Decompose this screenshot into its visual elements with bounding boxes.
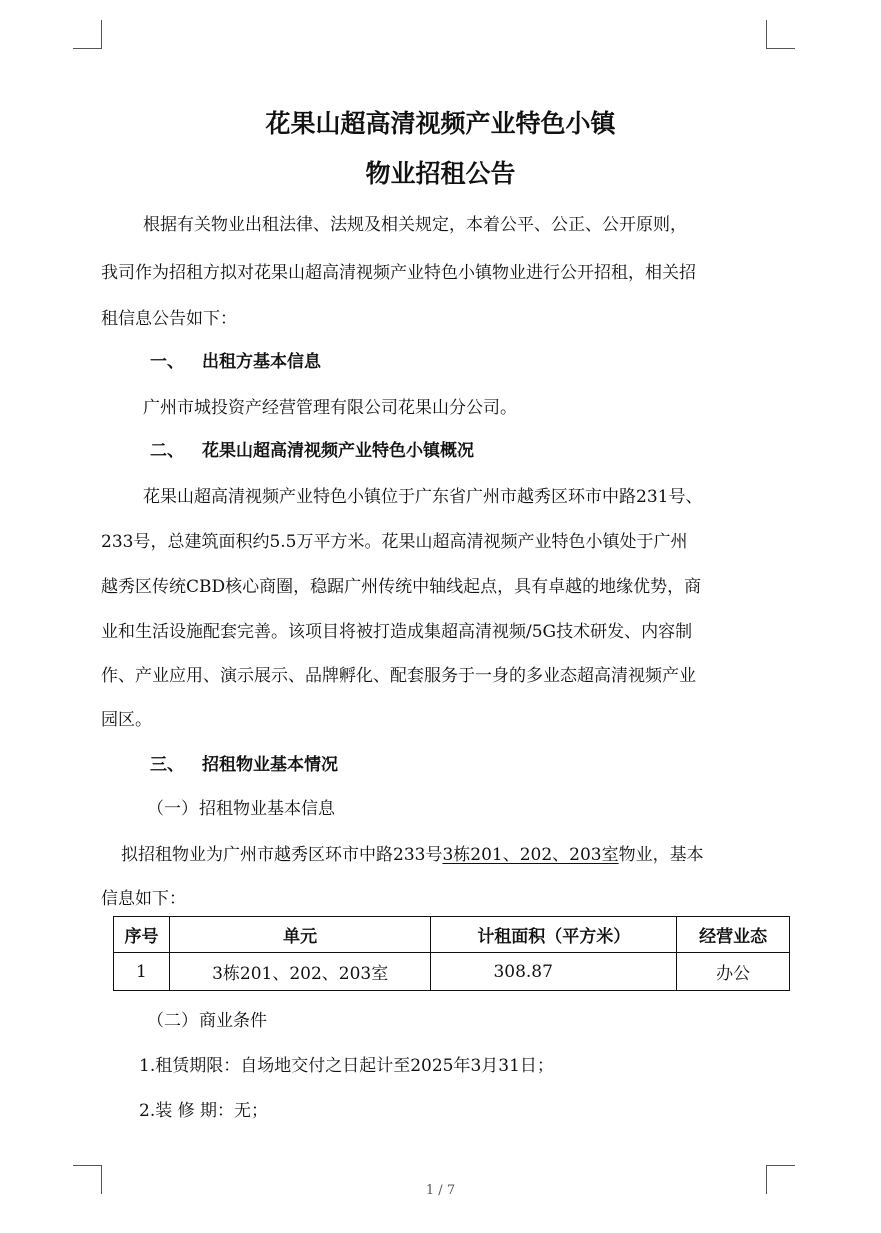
section-2-line-3: 越秀区传统CBD核心商圈，稳踞广州传统中轴线起点，具有卓越的地缘优势，商	[101, 577, 702, 597]
section-2-line-4: 业和生活设施配套完善。该项目将被打造成集超高清视频/5G技术研发、内容制	[101, 622, 693, 642]
property-units-underlined: 3栋201、202、203室	[442, 845, 619, 865]
condition-1: 1.租赁期限：自场地交付之日起计至2025年3月31日；	[139, 1056, 554, 1076]
section-1-title: 出租方基本信息	[202, 352, 321, 372]
section-2-number: 二、	[150, 441, 184, 461]
table-row	[114, 953, 790, 991]
table-cell-unit: 3栋201、202、203室	[169, 953, 431, 991]
table-header-cell: 经营业态	[677, 917, 790, 953]
section-2-line-5: 作、产业应用、演示展示、品牌孵化、配套服务于一身的多业态超高清视频产业	[101, 666, 696, 686]
section-1-number: 一、	[150, 352, 184, 372]
subsection-2-heading	[147, 1009, 267, 1033]
intro-line-2: 我司作为招租方拟对花果山超高清视频产业特色小镇物业进行公开招租，相关招	[101, 263, 696, 283]
subsection-1-heading	[147, 797, 335, 821]
section-2-line-2: 233号，总建筑面积约5.5万平方米。花果山超高清视频产业特色小镇处于广州	[101, 532, 688, 552]
crop-mark-top-left	[73, 20, 102, 49]
condition-2: 2.装 修 期：无；	[139, 1101, 269, 1121]
table-cell-area: 308.87	[431, 953, 677, 991]
table-header-cell: 序号	[114, 917, 170, 953]
section-3-heading	[150, 753, 338, 777]
section-3-title: 招租物业基本情况	[202, 755, 338, 775]
section-2-line-6: 园区。	[101, 710, 152, 730]
section-3-number: 三、	[150, 755, 184, 775]
section-2-line-1: 花果山超高清视频产业特色小镇位于广东省广州市越秀区环市中路231号、	[143, 487, 703, 507]
subsection-1-title: 招租物业基本信息	[199, 799, 335, 819]
table-header-cell: 计租面积（平方米）	[431, 917, 677, 953]
subsection-2-title: 商业条件	[199, 1011, 267, 1031]
property-description-line-2: 信息如下：	[101, 889, 186, 909]
crop-mark-top-right	[766, 20, 795, 49]
document-subtitle: 物业招租公告	[365, 159, 516, 188]
property-desc-prefix: 拟招租物业为广州市越秀区环市中路233号	[121, 845, 443, 865]
intro-line-1: 根据有关物业出租法律、法规及相关规定，本着公平、公正、公开原则，	[143, 215, 687, 235]
intro-line-3: 租信息公告如下：	[101, 309, 237, 329]
property-description	[121, 843, 704, 867]
subsection-1-number: （一）	[147, 799, 198, 819]
table-header-row	[114, 917, 790, 953]
table-cell-usage: 办公	[677, 953, 790, 991]
section-1-body: 广州市城投资产经营管理有限公司花果山分公司。	[143, 398, 517, 418]
subsection-2-number: （二）	[147, 1011, 198, 1031]
document-title: 花果山超高清视频产业特色小镇	[265, 109, 616, 138]
property-desc-suffix: 物业，基本	[618, 845, 704, 865]
section-2-title: 花果山超高清视频产业特色小镇概况	[202, 441, 474, 461]
property-table	[113, 916, 790, 991]
section-2-heading	[150, 439, 474, 463]
page-number: 1 / 7	[425, 1183, 456, 1198]
table-cell-index: 1	[114, 953, 170, 991]
section-1-heading	[150, 350, 321, 374]
table-header-cell: 单元	[169, 917, 431, 953]
